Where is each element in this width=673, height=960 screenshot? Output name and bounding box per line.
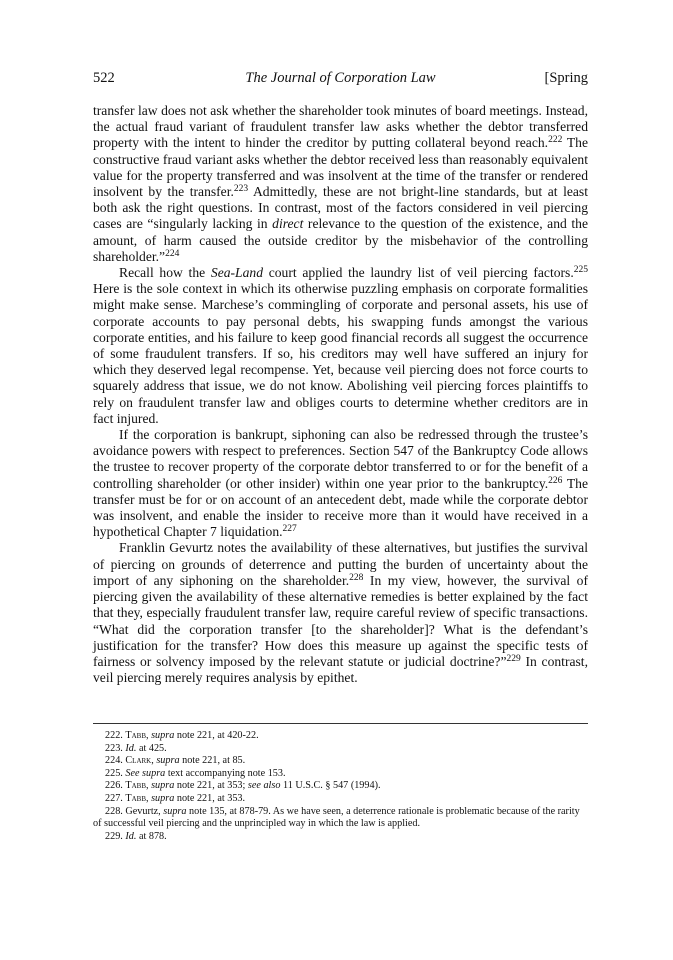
footnote-ref: 229 — [506, 653, 521, 664]
body-text — [93, 103, 588, 686]
paragraph: transfer law does not ask whether the shareholder took minutes of board meetings. Instead, the actual fraud variant of fraudulent transfer law asks whether the debtor transferred property with the intent to hinder the creditor by putting collateral beyond reach.$^{222}$ The constructive fraud variant asks whether the debtor received less than reasonably equivalent value for the property transferred and was insolvent at the time of the transfer or rendered insolvent by the transfer.$^{223}$ Admittedly, these are not bright-line standards, but at least both ask the right questions. In contrast, most of the factors considered in veil piercing cases are “singularly lacking in direct relevance to the question of the existence, and the amount, of harm caused the outside creditor by the misbehavior of the controlling shareholder.”$^{224}$ — [93, 103, 588, 264]
footnote: 224. Clark, supra note 221, at 85. — [105, 755, 246, 767]
footnote: 226. Tabb, supra note 221, at 353; see also 11 U.S.C. § 547 (1994). — [105, 780, 381, 792]
page-number: 522 — [93, 70, 115, 86]
paragraph: If the corporation is bankrupt, siphoning can also be redressed through the trustee’s avoidance powers with respect to preferences. Section 547 of the Bankruptcy Code allows the trustee to recover property of the corporate debtor transferred to or for the benefit of a controlling shareholder (or other insider) within one year prior to the bankruptcy.$^{226}$ The transfer must be for or on account of an antecedent debt, made while the corporate debtor was insolvent, and enable the insider to receive more than it would have received in a hypothetical Chapter 7 liquidation.$^{227}$ — [93, 427, 588, 540]
footnote: 223. Id. at 425. — [105, 742, 167, 754]
footnote: 222. Tabb, supra note 221, at 420-22. — [105, 730, 259, 741]
footnote: 227. Tabb, supra note 221, at 353. — [105, 792, 246, 804]
footnote-divider — [93, 723, 588, 724]
footnote-ref: 222 — [548, 135, 563, 146]
footnote-ref: 223 — [233, 184, 249, 195]
footnote-ref: 227 — [282, 524, 297, 535]
paragraph: Recall how the Sea-Land court applied the laundry list of veil piercing factors.$^{225}$ Here is the sole context in which its otherwise puzzling emphasis on corporate formalities might make sense. Marchese’s commingling of corporate and personal assets, his use of corporate accounts to pay personal debts, his swapping funds amongst the various corporate entities, and his failure to keep good financial records all suggest the occurrence of some fraudulent transfers. If so, his creditors may well have suffered an injury for which they deserved legal recompense. Yet, because veil piercing does not force courts to squarely address that issue, we do not know. Abolishing veil piercing forces plaintiffs to rely on fraudulent transfer law and obliges courts to determine whether creditors are in fact injured. — [93, 265, 588, 426]
footnote: 229. Id. at 878. — [105, 830, 167, 842]
footnote-ref: 224 — [165, 248, 180, 259]
paragraph: Franklin Gevurtz notes the availability of these alternatives, but justifies the survival of piercing on grounds of deterrence and putting the burden of uncertainty about the import of any siphoning on the shareholder.$^{228}$ In my view, however, the survival of piercing given the availability of these alternative remedies is better explained by the fact that they, especially fraudulent transfer law, require careful review of specific transactions. “What did the corporation transfer [to the shareholder]? What is the defendant’s justification for the transfer? How does this measure up against the specific tests of fairness or solvency imposed by the relevant statute or judicial doctrine?”$^{229}$ In contrast, veil piercing merely requires analysis by epithet. — [93, 540, 588, 686]
footnote: 228. Gevurtz, supra note 135, at 878-79. As we have seen, a deterrence rationale is problematic because of the rarity of successful veil piercing and the unprincipled way in which the law is applied. — [93, 805, 580, 830]
footnote: 225. See supra text accompanying note 153. — [105, 767, 286, 779]
journal-title: The Journal of Corporation Law — [245, 70, 436, 86]
footnote-ref: 225 — [573, 265, 588, 276]
footnote-ref: 226 — [548, 475, 563, 486]
running-header — [93, 70, 588, 90]
issue-season: [Spring — [544, 70, 588, 86]
footnote-ref: 228 — [349, 572, 364, 583]
footnotes — [93, 730, 588, 843]
